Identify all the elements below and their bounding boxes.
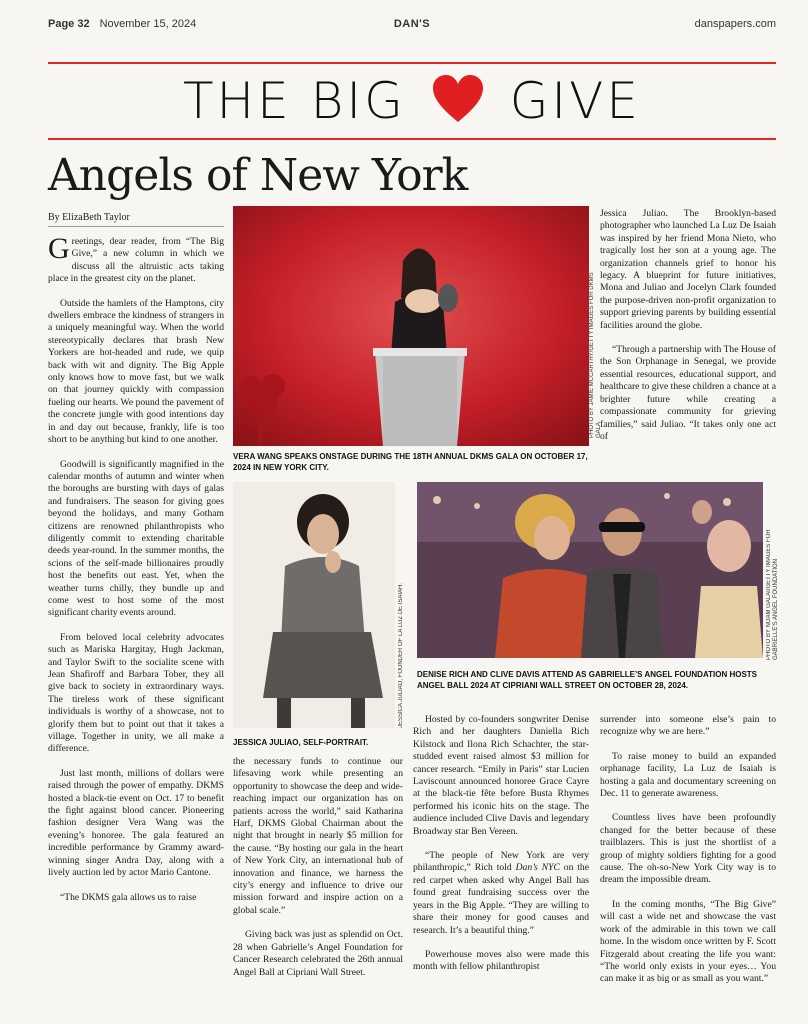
- paragraph: Just last month, millions of dollars were raised through the power of empathy. DKMS hosted a black-tie event on Oct. 17 to benefit the fight against blood cancer. Pioneering fashion designer Vera Wang was the evening’s honoree. The gala featured an incredible performance by Grammy award-winning singer Andra Day, along with a lively auction led by actor Mario Cantone.: [48, 767, 224, 879]
- byline-divider: [48, 226, 224, 227]
- banner-rule-top: [48, 62, 776, 64]
- photo-caption: VERA WANG SPEAKS ONSTAGE DURING THE 18TH ANNUAL DKMS GALA ON OCTOBER 17, 2024 IN NEW YORK CITY.: [233, 452, 588, 472]
- paragraph: the necessary funds to continue our lifesaving work while presenting an opportunity to showcase the deep and wide-reaching impact our organization has on patients across the world,” said Katharina Harf, DKMS Global Chairman about the night that brought in nearly $5 million for the cause. “By hosting our gala in the heart of New York City, an international hub of innovation and finance, we harness the city’s energy and influence to drive our mission forward and inspire action on a global scale.”: [233, 756, 403, 916]
- paragraph: Powerhouse moves also were made this month with fellow philanthropist: [413, 948, 589, 973]
- paragraph: Goodwill is significantly magnified in the calendar months of autumn and winter when the boroughs are bursting with days of galas and fundraisers. The season for giving goes beyond the holidays, and many Gotham citizens are renowned philanthropists who diligently commit to extending charitable deeds year-round. In the summer months, the scions of the self-made billionaires proudly host the benefits out east. Yet, when the weather turns chilly, they bundle up and come west to host some of the most significant charity events around.: [48, 458, 224, 619]
- page-folio: [48, 18, 776, 36]
- paragraph: Jessica Juliao. The Brooklyn-based photographer who launched La Luz De Isaiah was inspired by her friend Mona Nieto, who tragically lost her son at a young age. The organization channels grief to honor his legacy. A blueprint for future initiatives, Mona and Juliao and Jocelyn Clark founded the purpose-driven non-profit organization to support grieving parents by building essential facilities around the globe.: [600, 208, 776, 331]
- issue-date: November 15, 2024: [99, 18, 197, 30]
- paragraph: To raise money to build an expanded orphanage facility, La Luz de Isaiah is hosting a gala and documentary screening on Dec. 11 to generate awareness.: [600, 750, 776, 800]
- banner-word-2: GIVE: [509, 72, 641, 130]
- photo-credit: PHOTO BY NOAM GALAI/GETTY IMAGES FOR GABRIELLE’S ANGEL FOUNDATION: [766, 529, 779, 660]
- jessica-juliao-photo: [233, 482, 395, 728]
- paragraph: Hosted by co-founders songwriter Denise Rich and her daughters Daniella Rich Kilstock and Ilona Rich Schachter, the star-studded event raised almost $3 million for cancer research. “Emily in Paris” star Lucien Laviscount announced honoree Grace Cayre at the black-tie fête before Busta Rhymes performed his iconic hits on the stage. The audience included Clive Davis and legendary Broadway star Ben Vereen.: [413, 714, 589, 837]
- photo-caption: JESSICA JULIAO, SELF-PORTRAIT.: [233, 738, 369, 747]
- article-column-3: [413, 714, 589, 986]
- drop-cap: G: [48, 232, 70, 265]
- photo-caption: DENISE RICH AND CLIVE DAVIS ATTEND AS GABRIELLE’S ANGEL FOUNDATION HOSTS ANGEL BALL 2024 AT CIPRIANI WALL STREET ON OCTOBER 28, 2024.: [417, 670, 758, 690]
- article-headline: Angels of New York: [48, 150, 468, 201]
- photo-credit: JESSICA JULIAO, FOUNDER OF LA LUZ DE ISAIAH.: [398, 582, 404, 728]
- paragraph: “The DKMS gala allows us to raise: [60, 891, 197, 903]
- publication-name: Dan’s NYC: [515, 862, 560, 874]
- article-column-1: [48, 232, 224, 916]
- paragraph: “Through a partnership with The House of the Son Orphanage in Senegal, we provide essential resources, educational support, and healthcare to give these children a chance at a brighter future while creating a compassionate community for grieving families,” said Juliao. “It takes only one act of: [600, 344, 776, 442]
- paragraph: “The people of New York are very philanthropic,” Rich told Dan’s NYC on the red carpet when asked why Angel Ball has found great fundraising success over the years in the Big Apple. “They are willing to share their money for good causes and research. It’s a beautiful thing.”: [413, 850, 589, 936]
- column-banner: [48, 70, 776, 132]
- paragraph: In the coming months, “The Big Give” will cast a wide net and showcase the vast work of the admirable in this town we call home. In the wisdom once written by F. Scott Fitzgerald about creating the life you want: “The world only exists in your eyes… You can make it as big or as small as you want.”: [600, 898, 776, 985]
- site-url[interactable]: danspapers.com: [694, 18, 776, 30]
- banner-word-1: THE BIG: [183, 72, 406, 130]
- banner-rule-bottom: [48, 138, 776, 140]
- masthead: DAN'S: [393, 18, 431, 30]
- heart-icon: [431, 74, 485, 124]
- denise-rich-clive-davis-photo: [417, 482, 763, 658]
- byline: By ElizaBeth Taylor: [48, 212, 130, 223]
- page-number: Page 32: [48, 18, 90, 30]
- paragraph: Outside the hamlets of the Hamptons, city dwellers embrace the kindness of strangers in a uniquely meaningful way. When the world stereotypically declares that brash New Yorkers are hot-headed and rude, we quip back with wit and dignity. The Big Apple only knows how to move fast, but we walk on that journey quickly with compassion fueling our hearts. We pound the pavement of the concrete jungle with good intentions day in and day out because, frankly, life is too short to be anything but kind to one another.: [48, 297, 224, 446]
- article-column-4-bottom: [600, 714, 776, 998]
- article-column-2: [233, 756, 403, 991]
- paragraph: Giving back was just as splendid on Oct. 28 when Gabrielle’s Angel Foundation for Cancer Research celebrated the 26th annual Angel Ball at Cipriani Wall Street.: [233, 929, 403, 978]
- paragraph: Countless lives have been profoundly changed for the better because of these trailblazers. This is just the shortlist of a group of mighty soldiers fighting for a good cause. The oh-so-New York City way is to dream the impossible dream.: [600, 812, 776, 886]
- paragraph: Greetings, dear reader, from “The Big Give,” a new column in which we discuss all the altruistic acts taking place in the greatest city on the planet.: [48, 232, 224, 285]
- article-column-4-top: [600, 208, 776, 455]
- photo-credit: PHOTO BY JAMIE MCCARTHY/GETTY IMAGES FOR DKMS GALA: [589, 272, 602, 438]
- paragraph: surrender into someone else’s pain to recognize why we are here.”: [600, 714, 776, 738]
- paragraph: From beloved local celebrity advocates such as Mariska Hargitay, Hugh Jackman, and Taylor Swift to the socialite scene with Jean Shafiroff and Barbara Tober, they all give back to society in extraordinary ways. The tireless work of these significant individuals is worthy of a showcase, not to glorify them but to point out that it takes a village. Together in unity, we all make a difference.: [48, 631, 224, 755]
- vera-wang-photo: [233, 206, 589, 446]
